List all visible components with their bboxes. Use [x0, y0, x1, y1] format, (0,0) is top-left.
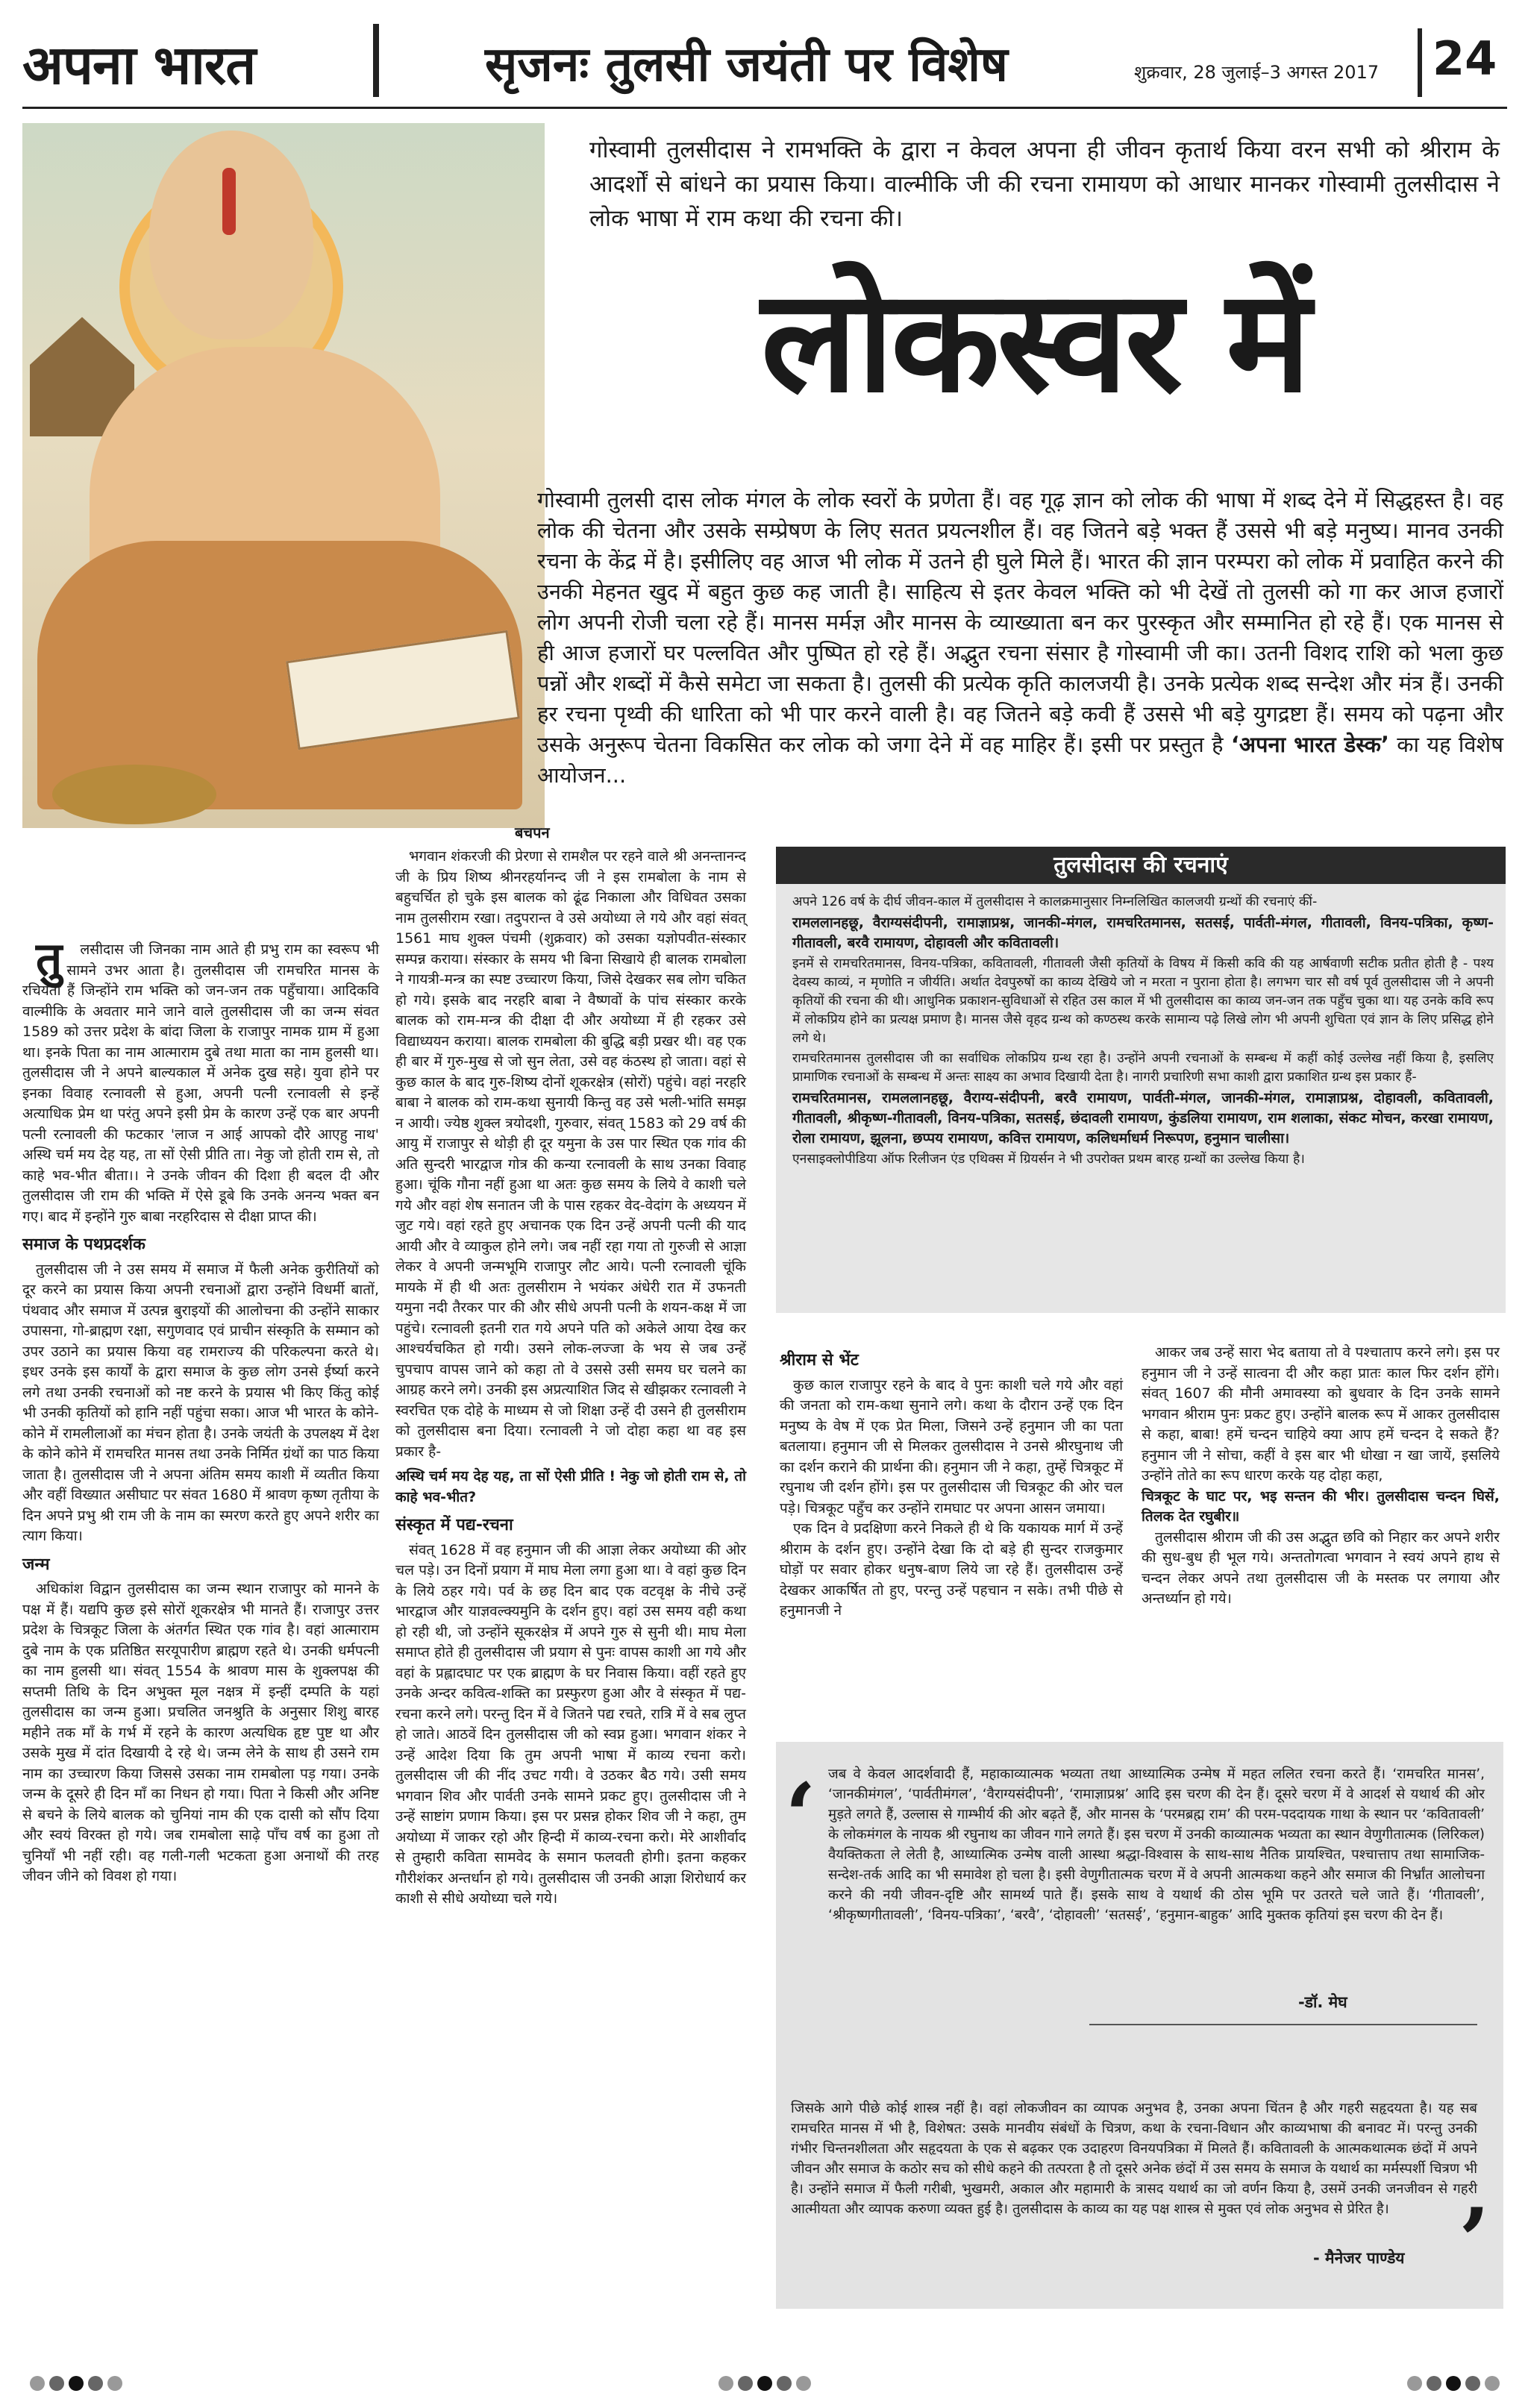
quote-2-text: जिसके आगे पीछे कोई शास्त्र नहीं है। वहां लोकजीवन का व्यापक अनुभव है, उनका अपना चिंतन है और गहरी सहृदयता है। यह सब रामचरित मानस में भी है, विशेषत: उसके मानवीय संबंधों के चित्रण, कथा के रचना-विधान और काव्यभाषा की बनावट में। परन्तु उनकी गंभीर चिन्तनशीलता और सहृदयता के एक से बढ़कर एक उदाहरण विनयपत्रिका में मिलते हैं। कवितावली के आत्मकथात्मक छंदों में अपने जीवन और समाज के कठोर सच को सीधे कहने की तत्परता है तो दूसरे अनेक छंदों में उस समय के समाज के यथार्थ का मर्मस्पर्शी चित्रण भी है। उन्होंने समाज में फैली गरीबी, भुखमरी, अकाल और महामारी के त्रासद यथार्थ का जो वर्णन किया है, उसमें उनकी जनजीवन से गहरी आत्मीयता और व्यापक करुणा व्यक्त हुई है। तुलसीदास के काव्य का यह पक्ष शास्त्र से मुक्त एवं लोक अनुभव से प्रेरित है।: [791, 2101, 1477, 2217]
col1-heading-2: समाज के पथप्रदर्शक: [22, 1235, 145, 1254]
col4-couplet: चित्रकूट के घाट पर, भइ सन्तन की भीर। तुलसीदास चन्दन घिसें, तिलक देत रघुबीर॥: [1142, 1487, 1500, 1525]
quote-box-2: [776, 2085, 1503, 2309]
works-para-1: अपने 126 वर्ष के दीर्घ जीवन-काल में तुलसीदास ने कालक्रमानुसार निम्नलिखित कालजयी ग्रन्थों की रचनाएं कीं-: [792, 894, 1318, 909]
drop-cap: तु: [36, 932, 63, 986]
dot: [1427, 2376, 1441, 2391]
section-title: सृजनः तुलसी जयंती पर विशेष: [485, 37, 1008, 93]
quote-box-1: [776, 1742, 1503, 2085]
col1-para-2: तुलसीदास जी ने उस समय में समाज में फैली अनेक कुरीतियों को दूर करने का प्रयास किया अपनी रचनाओं द्वारा उन्होंने विधर्मी बातों, पंथवाद और समाज में उत्पन्न बुराइयों की आलोचना की उन्होंने साकार उपासना, गो-ब्राह्मण रक्षा, सगुणवाद एवं प्राचीन संस्कृति के सम्मान को उपर उठाने का प्रयास किया वह रामराज्य की परिकल्पना करते थे। इधर उनके इस कार्यों के द्वारा समाज के कुछ लोग उनसे ईर्ष्या करने लगे तथा उनकी रचनाओं को नष्ट करने के प्रयास भी किए किंतु कोई भी उनकी कृतियों को हानि नहीं पहुंचा सका। आज भी भारत के कोने-कोने में रामलीलाओं का मंचन होता है। उनके जयंती के उपलक्ष्य में देश के कोने कोने में रामचरित मानस तथा उनके निर्मित ग्रंथों का पाठ किया जाता है। तुलसीदास जी ने अपना अंतिम समय काशी में व्यतीत किया और वहीं विख्यात असीघाट पर संवत 1680 में श्रावण कृष्ण तृतीया के दिन अपने प्रभु श्री राम जी के नाम का स्मरण करते हुए अपने शरीर का त्याग किया।: [22, 1261, 379, 1544]
dot: [777, 2376, 792, 2391]
col4-para-1: आकर जब उन्हें सारा भेद बताया तो वे पश्चाताप करने लगे। इस पर हनुमान जी ने उन्हें सात्वना दी और कहा प्रातः काल फिर दर्शन होंगे। संवत् 1607 की मौनी अमावस्या को बुधवार के दिन उनके सामने भगवान श्रीराम पुनः प्रकट हुए। उन्होंने बालक रूप में आकर तुलसीदास से कहा, बाबा! हमें चन्दन चाहिये क्या आप हमें चन्दन दे सकते हैं? हनुमान जी ने सोचा, कहीं वे इस बार भी धोखा न खा जायें, इसलिये उन्होंने तोते का रूप धारण करके यह दोहा कहा,: [1142, 1344, 1500, 1484]
dot: [796, 2376, 811, 2391]
dot: [718, 2376, 733, 2391]
col3-para-2: एक दिन वे प्रदक्षिणा करने निकले ही थे कि यकायक मार्ग में उन्हें श्रीराम के दर्शन हुए। उन्होंने देखा कि दो बड़े ही सुन्दर राजकुमार घोड़ों पर सवार होकर धनुष-बाण लिये जा रहे हैं। तुलसीदास उन्हें देखकर आकर्षित तो हुए, परन्तु उन्हें पहचान न सके। तभी पीछे से हनुमानजी ने: [780, 1520, 1123, 1619]
works-para-2: इनमें से रामचरितमानस, विनय-पत्रिका, कवितावली, गीतावली जैसी कृतियों के विषय में किसी कवि की यह आर्षवाणी सटीक प्रतीत होती है - पश्य देवस्य काव्यं, न मृणोति न जीर्यति। अर्थात देवपुरुषों का काव्य देखिये जो न मरता न पुराना होता है। लगभग चार सौ वर्ष पूर्व तुलसीदास जी ने अपनी कृतियों की रचना की थी। आधुनिक प्रकाशन-सुविधाओं से रहित उस काल में भी तुलसीदास का काव्य जन-जन तक पहुँच चुका था। यह उनके कवि रूप में लोकप्रिय होने का प्रत्यक्ष प्रमाण है। मानस जैसे वृहद ग्रन्थ को कण्ठस्थ करके सामान्य पढ़े लिखे लोग भी अपनी शुचिता एवं ज्ञान के लिए प्रसिद्ध होने लगे थे।: [792, 956, 1494, 1046]
tilak-shape: [222, 168, 236, 235]
open-quote-mark: ‘: [785, 1763, 816, 1869]
quote-divider: [1089, 2024, 1477, 2025]
dot: [107, 2376, 122, 2391]
footer-dots-left: [30, 2376, 122, 2392]
col2-para-2: संवत् 1628 में वह हनुमान जी की आज्ञा लेकर अयोध्या की ओर चल पड़े। उन दिनों प्रयाग में माघ मेला लगा हुआ था। वे वहां कुछ दिन के लिये ठहर गये। पर्व के छह दिन बाद एक वटवृक्ष के नीचे उन्हें भारद्वाज और याज्ञवल्क्यमुनि के दर्शन हुए। वहां उस समय वही कथा हो रही थी, जो उन्होंने सूकरक्षेत्र में अपने गुरु से सुनी थी। माघ मेला समाप्त होते ही तुलसीदास जी प्रयाग से पुनः वापस काशी आ गये और वहां के प्रह्लादघाट पर एक ब्राह्मण के घर निवास किया। वहीं रहते हुए उनके अन्दर कवित्व-शक्ति का प्रस्फुरण हुआ और वे संस्कृत में पद्य-रचना करने लगे। परन्तु दिन में वे जितने पद्य रचते, रात्रि में वे सब लुप्त हो जाते। आठवें दिन तुलसीदास जी को स्वप्न हुआ। भगवान शंकर ने उन्हें आदेश दिया कि तुम अपनी भाषा में काव्य रचना करो। तुलसीदास जी की नींद उचट गयी। वे उठकर बैठ गये। उसी समय भगवान शिव और पार्वती उनके सामने प्रकट हुए। तुलसीदास जी ने उन्हें साष्टांग प्रणाम किया। इस पर प्रसन्न होकर शिव जी ने कहा, तुम अयोध्या में जाकर रहो और हिन्दी में काव्य-रचना करो। मेरे आशीर्वाद से तुम्हारी कविता सामवेद के समान फलवती होगी। इतना कहकर गौरीशंकर अन्तर्धान हो गये। तुलसीदास जी उनकी आज्ञा शिरोधार्य कर काशी से सीधे अयोध्या चले गये।: [395, 1541, 746, 1907]
col2-heading: संस्कृत में पद्य-रचना: [395, 1516, 513, 1534]
footer-dots-right: [1407, 2376, 1500, 2392]
col3-heading: श्रीराम से भेंट: [780, 1351, 859, 1370]
masthead: [22, 19, 1507, 109]
footer-dots: [30, 2376, 1500, 2392]
col1-heading-3: जन्म: [22, 1555, 50, 1574]
lead-desk: ‘अपना भारत डेस्क’: [1230, 732, 1389, 757]
issue-date: शुक्रवार, 28 जुलाई–3 अगस्त 2017: [1134, 62, 1380, 83]
works-list-1: रामललानहछू, वैराग्यसंदीपनी, रामाज्ञाप्रश्न, जानकी-मंगल, रामचरितमानस, सतसई, पार्वती-मंगल, गीतावली, विनय-पत्रिका, कृष्ण-गीतावली, बरवै रामायण, दोहावली और कवितावली।: [792, 915, 1494, 951]
footer-dots-center: [718, 2376, 811, 2392]
col1-para-3: अधिकांश विद्वान तुलसीदास का जन्म स्थान राजापुर को मानने के पक्ष में हैं। यद्यपि कुछ इसे सोरों शूकरक्षेत्र भी मानते हैं। राजापुर उत्तर प्रदेश के चित्रकूट जिला के अंतर्गत स्थित एक गांव है। वहां आत्माराम दुबे नाम के एक प्रतिष्ठित सरयूपारीण ब्राह्मण रहते थे। उनकी धर्मपत्नी का नाम हुलसी था। संवत् 1554 के श्रावण मास के शुक्लपक्ष की सप्तमी तिथि के दिन अभुक्त मूल नक्षत्र में इन्हीं दम्पति के यहां तुलसीदास का जन्म हुआ। प्रचलित जनश्रुति के अनुसार शिशु बारह महीने तक माँ के गर्भ में रहने के कारण अत्यधिक हृष्ट पुष्ट था और उसके मुख में दांत दिखायी दे रहे थे। जन्म लेने के साथ ही उसने राम नाम का उच्चारण किया जिससे उसका नाम रामबोला पड़ गया। उनके जन्म के दूसरे ही दिन माँ का निधन हो गया। पिता ने किसी और अनिष्ट से बचने के लिये बालक को चुनियां नाम की एक दासी को सौंप दिया और स्वयं विरक्त हो गये। जब रामबोला साढ़े पाँच वर्ष का हुआ तो चुनियाँ भी नहीं रही। वह गली-गली भटकता हुआ अनाथों की तरह जीवन जीने को विवश हो गया।: [22, 1581, 379, 1884]
col3-para-1: कुछ काल राजापुर रहने के बाद वे पुनः काशी चले गये और वहां की जनता को राम-कथा सुनाने लगे। कथा के दौरान उन्हें एक दिन मनुष्य के वेष में एक प्रेत मिला, जिसने उन्हें हनुमान जी का पता बतलाया। हनुमान जी से मिलकर तुलसीदास ने उनसे श्रीरघुनाथ जी का दर्शन कराने की प्रार्थना की। हनुमान जी ने कहा, तुम्हें चित्रकूट में रघुनाथ जी दर्शन होंगे। इस पर तुलसीदास जी चित्रकूट की ओर चल पड़े। चित्रकूट पहुँच कर उन्होंने रामघाट पर अपना आसन जमाया।: [780, 1376, 1123, 1517]
figure-head-shape: [149, 131, 313, 339]
dot: [88, 2376, 103, 2391]
column-4: [1142, 1343, 1500, 1610]
works-list-2: रामचरितमानस, रामललानहछू, वैराग्य-संदीपनी, बरवै रामायण, पार्वती-मंगल, जानकी-मंगल, रामाज्ञाप्रश्न, दोहावली, कवितावली, गीतावली, श्रीकृष्ण-गीतावली, विनय-पत्रिका, सतसई, छंदावली रामायण, कुंडलिया रामायण, राम शलाका, संकट मोचन, करखा रामायण, रोला रामायण, झूलना, छप्पय रामायण, कवित्त रामायण, कलिधर्माधर्म निरूपण, हनुमान चालीसा।: [792, 1090, 1494, 1147]
column-3: [780, 1343, 1123, 1622]
tulsidas-illustration: [22, 123, 545, 828]
col4-para-2: तुलसीदास श्रीराम जी की उस अद्भुत छवि को निहार कर अपने शरीर की सुध-बुध ही भूल गये। अन्ततोगत्वा भगवान ने स्वयं अपने हाथ से चन्दन लेकर अपने तथा तुलसीदास जी के मस्तक पर लगाया और अन्तर्ध्यान हो गये।: [1142, 1528, 1500, 1607]
page-divider: [1418, 28, 1422, 97]
column-1: [22, 932, 379, 1887]
column-2: [395, 847, 746, 1910]
lead-tail: का यह विशेष आयोजन...: [537, 732, 1504, 788]
lead-text: गोस्वामी तुलसी दास लोक मंगल के लोक स्वरों के प्रणेता हैं। वह गूढ़ ज्ञान को लोक की भाषा में शब्द देने में सिद्धहस्त है। वह लोक की चेतना और उसके सम्प्रेषण के लिए सतत प्रयत्नशील हैं। वह जितने बड़े भक्त हैं उससे भी बड़े मनुष्य। मानव उनकी रचना के केंद्र में है। इसीलिए वह आज भी लोक में उतने ही घुले मिले हैं। भारत की ज्ञान परम्परा को लोक में प्रवाहित करने की उनकी मेहनत खुद में बहुत कुछ कह जाती है। साहित्य से इतर केवल भक्ति को भी देखें तो तुलसी को गा कर आज हजारों लोग अपनी रोजी चला रहे हैं। मानस मर्मज्ञ और मानस के व्याख्याता बन कर पुरस्कृत और सम्मानित हो रहे हैं। एक मानस से ही आज हजारों घर पल्लवित और पुष्पित हो रहे हैं। अद्भुत रचना संसार है गोस्वामी जी का। उतनी विशद राशि को भला कुछ पन्नों और शब्दों में कैसे समेटा जा सकता है। तुलसी की प्रत्येक कृति कालजयी है। उनके प्रत्येक शब्द सन्देश और मंत्र हैं। उनकी हर रचना पृथ्वी की धारिता को भी पार करने वाली है। वह जितने बड़े कवी हैं उससे भी बड़े युगद्रष्टा हैं। समय को पढ़ना और उसके अनुरूप चेतना विकसित कर लोक को जगा देने में वह माहिर हैं। इसी पर प्रस्तुत है: [537, 487, 1503, 757]
intro-text: गोस्वामी तुलसीदास ने रामभक्ति के द्वारा न केवल अपना ही जीवन कृतार्थ किया वरन सभी को श्रीराम के आदर्शों से बांधने का प्रयास किया। वाल्मीकि जी की रचना रामायण को आधार मानकर गोस्वामी तुलसीदास ने लोक भाषा में राम कथा की रचना की।: [589, 137, 1500, 232]
quote-1-author: -डॉ. मेघ: [1298, 1993, 1347, 2011]
newspaper-name: अपना भारत: [22, 33, 256, 96]
works-box-title: तुलसीदास की रचनाएं: [776, 847, 1506, 884]
quote-2-author: - मैनेजर पाण्डेय: [1313, 2249, 1405, 2267]
dot: [757, 2376, 772, 2391]
col2-couplet: अस्थि चर्म मय देह यह, ता सों ऐसी प्रीति ! नेकु जो होती राम से, तो काहे भव-भीत?: [395, 1468, 746, 1505]
works-para-4: एनसाइक्लोपीडिया ऑफ रिलीजन एंड एथिक्स में ग्रियर्सन ने भी उपरोक्त प्रथम बारह ग्रन्थों का उल्लेख किया है।: [792, 1152, 1305, 1167]
lead-paragraph: [537, 485, 1503, 791]
dot: [1465, 2376, 1480, 2391]
dot: [30, 2376, 45, 2391]
dot: [49, 2376, 64, 2391]
dot: [69, 2376, 84, 2391]
dot: [1446, 2376, 1461, 2391]
close-quote-mark: ’: [1459, 2189, 1490, 2294]
masthead-divider: [373, 24, 379, 97]
dot: [1485, 2376, 1500, 2391]
lamp-shape: [52, 765, 216, 824]
works-box-body: [792, 893, 1494, 1170]
page-number: 24: [1432, 31, 1497, 86]
quote-1-text: जब वे केवल आदर्शवादी हैं, महाकाव्यात्मक भव्यता तथा आध्यात्मिक उन्मेष में महत ललित रचना करते हैं। ‘रामचरित मानस’, ‘जानकीमंगल’, ‘पार्वतीमंगल’, ‘वैराग्यसंदीपनी’, ‘रामाज्ञाप्रश्न’ आदि इस चरण की देन हैं। दूसरे चरण में वे आदर्श से यथार्थ की ओर मुड़ते लगते हैं, उल्लास से गाम्भीर्य की ओर बढ़ते हैं, और मानस के ‘परमब्रह्म राम’ की परम-पददायक गाथा के स्थान पर ‘कवितावली’ के लोकमंगल के नायक श्री रघुनाथ का जीवन गाने लगते हैं। इस चरण में उनकी काव्यात्मक भव्यता का स्थान वेणुगीतात्मक (लिरिकल) वैयक्तिकता ले लेती है, आध्यात्मिक उन्मेष वाली आस्था श्रद्धा-विश्वास के साथ-साथ नैतिक प्रायश्चित, पश्चात्ताप तथा सामाजिक-सन्देश-तर्क आदि का भी समावेश हो चला है। इसी वेणुगीतात्मक चरण में वे अपनी आत्मकथा कहने और समाज की निर्भ्रांत आलोचना करने की नयी जीवन-दृष्टि और सामर्थ्य पाते हैं। इसके साथ वे यथार्थ की ठोस भूमि पर उतरते चले जाते हैं। ‘गीतावली’, ‘श्रीकृष्णगीतावली’, ‘विनय-पत्रिका’, ‘बरवै’, ‘दोहावली’ ‘सतसई’, ‘हनुमान-बाहुक’ आदि मुक्तक कृतियां इस चरण की देन हैं।: [828, 1766, 1485, 1923]
works-para-3: रामचरितमानस तुलसीदास जी का सर्वाधिक लोकप्रिय ग्रन्थ रहा है। उन्होंने अपनी रचनाओं के सम्बन्ध में कहीं कोई उल्लेख नहीं किया है, इसलिए प्रामाणिक रचनाओं के सम्बन्ध में अन्तः साक्ष्य का अभाव दिखायी देता है। नागरी प्रचारिणी सभा काशी द्वारा प्रकाशित ग्रन्थ इस प्रकार हैं-: [792, 1051, 1494, 1085]
illustration-caption: बचपन: [515, 824, 550, 841]
works-box: [776, 847, 1506, 1313]
dot: [738, 2376, 753, 2391]
col1-para-1: लसीदास जी जिनका नाम आते ही प्रभु राम का स्वरूप भी सामने उभर आता है। तुलसीदास जी रामचरित मानस के रचियता हैं जिन्होंने राम भक्ति को जन-जन तक पहुँचाया। आदिकवि वाल्मीकि के अवतार माने जाने वाले तुलसीदास जी का जन्म संवत 1589 को उत्तर प्रदेश के बांदा जिला के राजापुर नामक ग्राम में हुआ था। इनके पिता का नाम आत्माराम दुबे तथा माता का नाम हुलसी था। तुलसीदास जी ने अपने बाल्यकाल में अनेक दुख सहे। युवा होने पर इनका विवाह रत्नावली से हुआ, अपनी पत्नी रत्नावली से इन्हें अत्याधिक प्रेम था परंतु अपने इसी प्रेम के कारण उन्हें एक बार अपनी पत्नी रत्नावली की फटकार 'लाज न आई आपको दौरे आएहु नाथ' अस्थि चर्म मय देह यह, ता सों ऐसी प्रीति ता। नेकु जो होती राम से, तो काहे भव-भीत बीता।। ने उनके जीवन की दिशा ही बदल दी और तुलसीदास जी राम की भक्ति में ऐसे डूबे कि उनके अनन्य भक्त बन गए। बाद में इन्होंने गुरु बाबा नरहरिदास से दीक्षा प्राप्त की।: [22, 941, 379, 1225]
col2-para-1: भगवान शंकरजी की प्रेरणा से रामशैल पर रहने वाले श्री अनन्तानन्द जी के प्रिय शिष्य श्रीनरहर्यानन्द जी ने इस रामबोला के नाम से बहुचर्चित हो चुके इस बालक को ढूंढ निकाला और विधिवत उसका नाम तुलसीराम रखा। तदुपरान्त वे उसे अयोध्या ले गये और वहां संवत् 1561 माघ शुक्ल पंचमी (शुक्रवार) को उसका यज्ञोपवीत-संस्कार सम्पन्न कराया। संस्कार के समय भी बिना सिखाये ही बालक रामबोला ने गायत्री-मन्त्र का स्पष्ट उच्चारण किया, जिसे देखकर सब लोग चकित हो गये। इसके बाद नरहरि बाबा ने वैष्णवों के पांच संस्कार करके बालक को राम-मन्त्र की दीक्षा दी और अयोध्या में ही रहकर उसे विद्याध्ययन कराया। बालक रामबोला की बुद्धि बड़ी प्रखर थी। वह एक ही बार में गुरु-मुख से जो सुन लेता, उसे वह कंठस्थ हो जाता। वहां से कुछ काल के बाद गुरु-शिष्य दोनों शूकरक्षेत्र (सोरों) पहुंचे। वहां नरहरि बाबा ने बालक को राम-कथा सुनायी किन्तु वह उसे भली-भांति समझ न आयी। ज्येष्ठ शुक्ल त्रयोदशी, गुरुवार, संवत् 1583 को 29 वर्ष की आयु में राजापुर से थोड़ी ही दूर यमुना के उस पार स्थित एक गांव की अति सुन्दरी भारद्वाज गोत्र की कन्या रत्नावली के साथ उनका विवाह हुआ। चूंकि गौना नहीं हुआ था अतः कुछ समय के लिये वे काशी चले गये और वहां शेष सनातन जी के पास रहकर वेद-वेदांग के अध्ययन में जुट गये। वहां रहते हुए अचानक एक दिन उन्हें अपनी पत्नी की याद आयी और वे व्याकुल होने लगे। जब नहीं रहा गया तो गुरुजी से आज्ञा लेकर वे अपनी जन्मभूमि राजापुर लौट आये। पत्नी रत्नावली चूंकि मायके में ही थी अतः तुलसीराम ने भयंकर अंधेरी रात में उफनती यमुना नदी तैरकर पार की और सीधे अपनी पत्नी के शयन-कक्ष में जा पहुंचे। रत्नावली इतनी रात गये अपने पति को अकेले आया देख कर आश्चर्यचकित हो गयी। उसने लोक-लज्जा के भय से जब उन्हें चुपचाप वापस जाने को कहा तो वे उससे उसी समय घर चलने का आग्रह करने लगे। उनकी इस अप्रत्याशित जिद से खीझकर रत्नावली ने स्वरचित एक दोहे के माध्यम से जो शिक्षा उन्हें दी उसने ही तुलसीराम को तुलसीदास बना दिया। रत्नावली ने जो दोहा कहा था वह इस प्रकार है-: [395, 848, 746, 1460]
headline: लोकस्वर में: [761, 259, 1308, 424]
dot: [1407, 2376, 1422, 2391]
